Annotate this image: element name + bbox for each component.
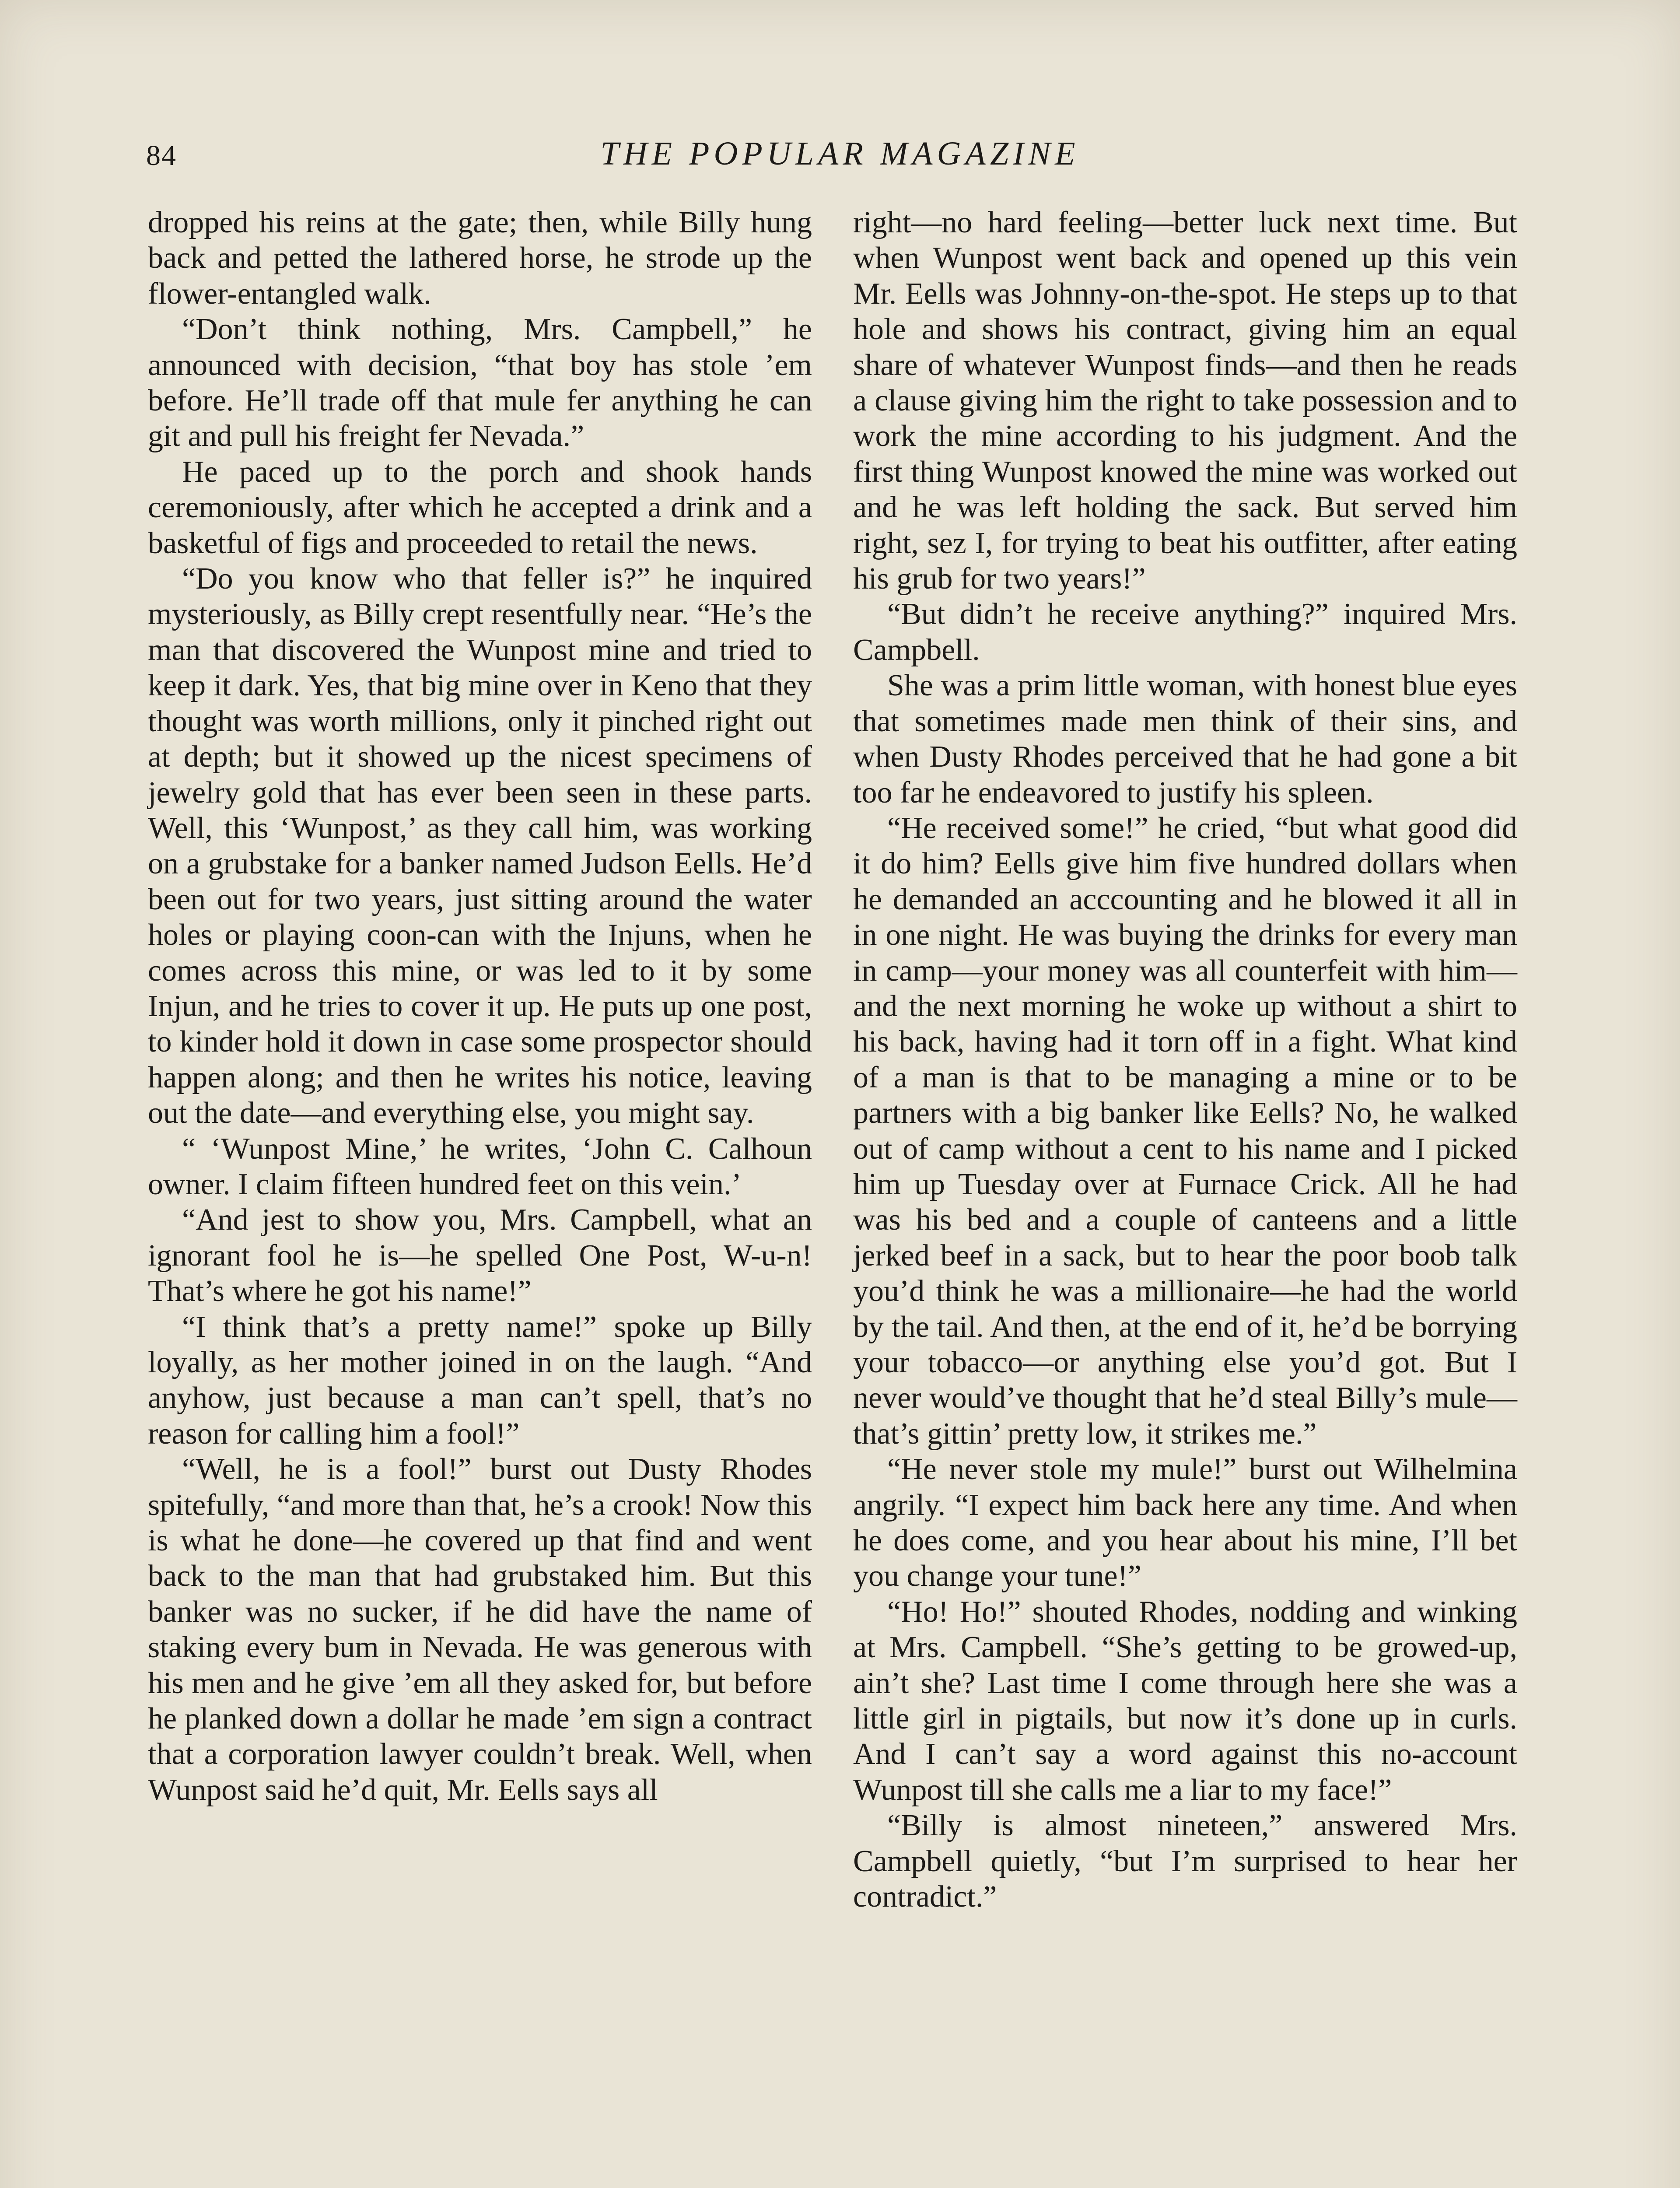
running-head: THE POPULAR MAGAZINE: [600, 135, 1080, 172]
paragraph: “ ‘Wunpost Mine,’ he writes, ‘John C. Calhoun owner. I claim fifteen hundred feet on this vein.’: [148, 1132, 812, 1201]
paragraph: “Well, he is a fool!” burst out Dusty Rhodes spitefully, “and more than that, he’s a crook! Now this is what he done—he covered up that find and went back to the man that had grubstaked him. But this banker was no sucker, if he did have the name of staking every bum in Nevada. He was generous with his men and he give ’em all they asked for, but before he planked down a dollar he made ’em sign a contract that a corporation lawyer couldn’t break. Well, when Wunpost said he’d quit, Mr. Eells says all: [148, 1452, 812, 1807]
paragraph: She was a prim little woman, with honest blue eyes that sometimes made men think of their sins, and when Dusty Rhodes perceived that he had gone a bit too far he endeavored to justify his spleen.: [853, 669, 1517, 810]
paragraph: “Billy is almost nineteen,” answered Mrs. Campbell quietly, “but I’m surprised to hear her contradict.”: [853, 1809, 1517, 1914]
paragraph: “Do you know who that feller is?” he inquired mysteriously, as Billy crept resentfully near. “He’s the man that discovered the Wunpost mine and tried to keep it dark. Yes, that big mine over in Keno that they thought was worth millions, only it pinched right out at depth; but it showed up the nicest specimens of jewelry gold that has ever been seen in these parts. Well, this ‘Wunpost,’ as they call him, was working on a grubstake for a banker named Judson Eells. He’d been out for two years, just sitting around the water holes or playing coon-can with the Injuns, when he comes across this mine, or was led to it by some Injun, and he tries to cover it up. He puts up one post, to kinder hold it down in case some prospector should happen along; and then he writes his notice, leaving out the date—and everything else, you might say.: [148, 562, 812, 1130]
paragraph: “He received some!” he cried, “but what good did it do him? Eells give him five hundred dollars when he demanded an acccounting and he blowed it all in in one night. He was buying the drinks for every man in camp—your money was all counterfeit with him—and the next morning he woke up without a shirt to his back, having had it torn off in a fight. What kind of a man is that to be managing a mine or to be partners with a big banker like Eells? No, he walked out of camp without a cent to his name and I picked him up Tuesday over at Furnace Crick. All he had was his bed and a couple of canteens and a little jerked beef in a sack, but to hear the poor boob talk you’d think he was a millionaire—he had the world by the tail. And then, at the end of it, he’d be borrying your tobacco—or anything else you’d got. But I never would’ve thought that he’d steal Billy’s mule—that’s gittin’ pretty low, it strikes me.”: [853, 811, 1517, 1451]
paragraph: “He never stole my mule!” burst out Wilhelmina angrily. “I expect him back here any time. And when he does come, and you hear about his mine, I’ll bet you change your tune!”: [853, 1452, 1517, 1593]
paragraph: “And jest to show you, Mrs. Campbell, what an ignorant fool he is—he spelled One Post, W-u-n! That’s where he got his name!”: [148, 1203, 812, 1308]
paragraph: “I think that’s a pretty name!” spoke up Billy loyally, as her mother joined in on the laugh. “And anyhow, just because a man can’t spell, that’s no reason for calling him a fool!”: [148, 1310, 812, 1451]
right-column: [853, 205, 1517, 1915]
paragraph: right—no hard feeling—better luck next time. But when Wunpost went back and opened up this vein Mr. Eells was Johnny-on-the-spot. He steps up to that hole and shows his contract, giving him an equal share of whatever Wunpost finds—and then he reads a clause giving him the right to take possession and to work the mine according to his judgment. And the first thing Wunpost knowed the mine was worked out and he was left holding the sack. But served him right, sez I, for trying to beat his outfitter, after eating his grub for two years!”: [853, 206, 1517, 596]
paragraph: “Don’t think nothing, Mrs. Campbell,” he announced with decision, “that boy has stole ’em before. He’ll trade off that mule fer anything he can git and pull his freight fer Nevada.”: [148, 312, 812, 453]
paragraph: dropped his reins at the gate; then, while Billy hung back and petted the lathered horse, he strode up the flower-entangled walk.: [148, 206, 812, 311]
paragraph: He paced up to the porch and shook hands ceremoniously, after which he accepted a drink and a basketful of figs and proceeded to retail the news.: [148, 455, 812, 560]
paragraph: “But didn’t he receive anything?” inquired Mrs. Campbell.: [853, 597, 1517, 667]
paragraph: “Ho! Ho!” shouted Rhodes, nodding and winking at Mrs. Campbell. “She’s getting to be growed-up, ain’t she? Last time I come through here she was a little girl in pigtails, but now it’s done up in curls. And I can’t say a word against this no-account Wunpost till she calls me a liar to my face!”: [853, 1595, 1517, 1807]
page-number: 84: [146, 140, 177, 172]
left-column: [148, 205, 812, 1808]
